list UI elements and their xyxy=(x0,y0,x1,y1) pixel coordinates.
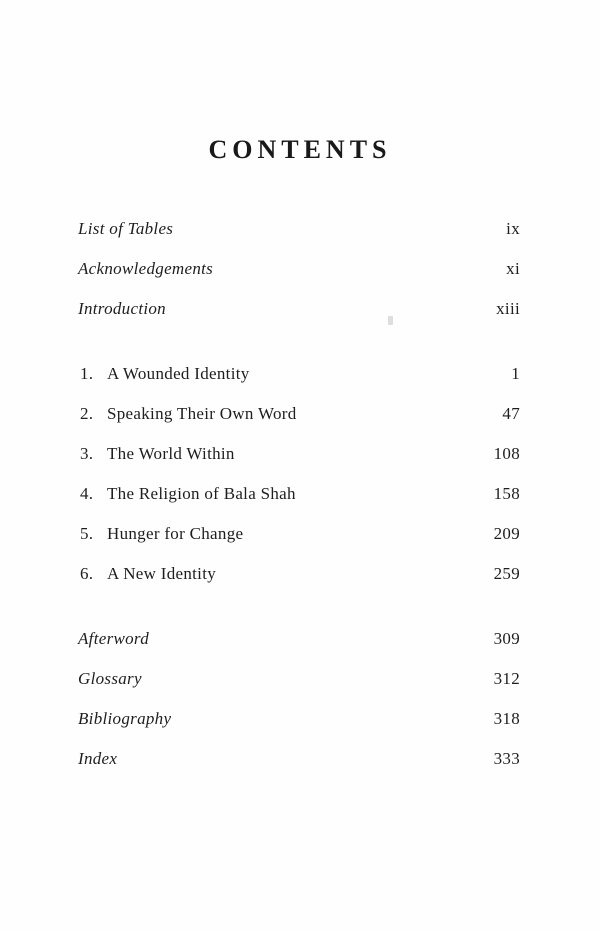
chapter-title: A Wounded Identity xyxy=(107,364,250,383)
chapter-number: 2. xyxy=(80,404,94,423)
front-matter-list xyxy=(0,209,600,329)
toc-entry-chapter-6 xyxy=(80,554,520,594)
toc-entry-label: Bibliography xyxy=(78,709,172,728)
chapter-title: The Religion of Bala Shah xyxy=(107,484,296,503)
toc-entry-chapter-1 xyxy=(80,354,520,394)
scan-artifact xyxy=(388,316,393,325)
toc-entry-label: Introduction xyxy=(78,299,166,318)
toc-entry-index xyxy=(78,739,520,779)
chapter-list xyxy=(0,354,600,594)
toc-entry-label: Glossary xyxy=(78,669,142,688)
toc-entry-page-number: 312 xyxy=(493,669,520,688)
toc-entry-page-number: 158 xyxy=(493,484,520,503)
toc-entry-page-number: 1 xyxy=(511,364,520,383)
chapter-title: A New Identity xyxy=(107,564,217,583)
toc-entry-page-number: 108 xyxy=(493,444,520,463)
toc-entry-introduction xyxy=(78,289,520,329)
chapter-number: 4. xyxy=(80,484,94,503)
toc-entry-chapter-4 xyxy=(80,474,520,514)
toc-entry-page-number: 333 xyxy=(493,749,520,768)
toc-entry-chapter-2 xyxy=(80,394,520,434)
toc-entry-page-number: xiii xyxy=(496,299,520,318)
toc-entry-page-number: 259 xyxy=(493,564,520,583)
toc-entry-chapter-5 xyxy=(80,514,520,554)
chapter-number: 6. xyxy=(80,564,94,583)
toc-entry-page-number: 318 xyxy=(493,709,520,728)
toc-entry-bibliography xyxy=(78,699,520,739)
toc-entry-chapter-3 xyxy=(80,434,520,474)
chapter-number: 5. xyxy=(80,524,94,543)
toc-entry-page-number: xi xyxy=(506,259,520,278)
toc-entry-glossary xyxy=(78,659,520,699)
chapter-title: Speaking Their Own Word xyxy=(107,404,297,423)
toc-entry-label: Afterword xyxy=(78,629,150,648)
chapter-title: Hunger for Change xyxy=(107,524,244,543)
toc-entry-page-number: 209 xyxy=(493,524,520,543)
toc-entry-acknowledgements xyxy=(78,249,520,289)
page-title: CONTENTS xyxy=(208,135,392,164)
toc-entry-afterword xyxy=(78,619,520,659)
toc-entry-page-number: 309 xyxy=(493,629,520,648)
toc-entry-label: List of Tables xyxy=(78,219,174,238)
chapter-number: 3. xyxy=(80,444,94,463)
toc-entry-label: Acknowledgements xyxy=(78,259,214,278)
toc-entry-page-number: 47 xyxy=(502,404,520,423)
toc-entry-page-number: ix xyxy=(506,219,520,238)
back-matter-list xyxy=(0,619,600,779)
toc-entry-list-of-tables xyxy=(78,209,520,249)
chapter-title: The World Within xyxy=(107,444,235,463)
toc-entry-label: Index xyxy=(78,749,118,768)
chapter-number: 1. xyxy=(80,364,94,383)
